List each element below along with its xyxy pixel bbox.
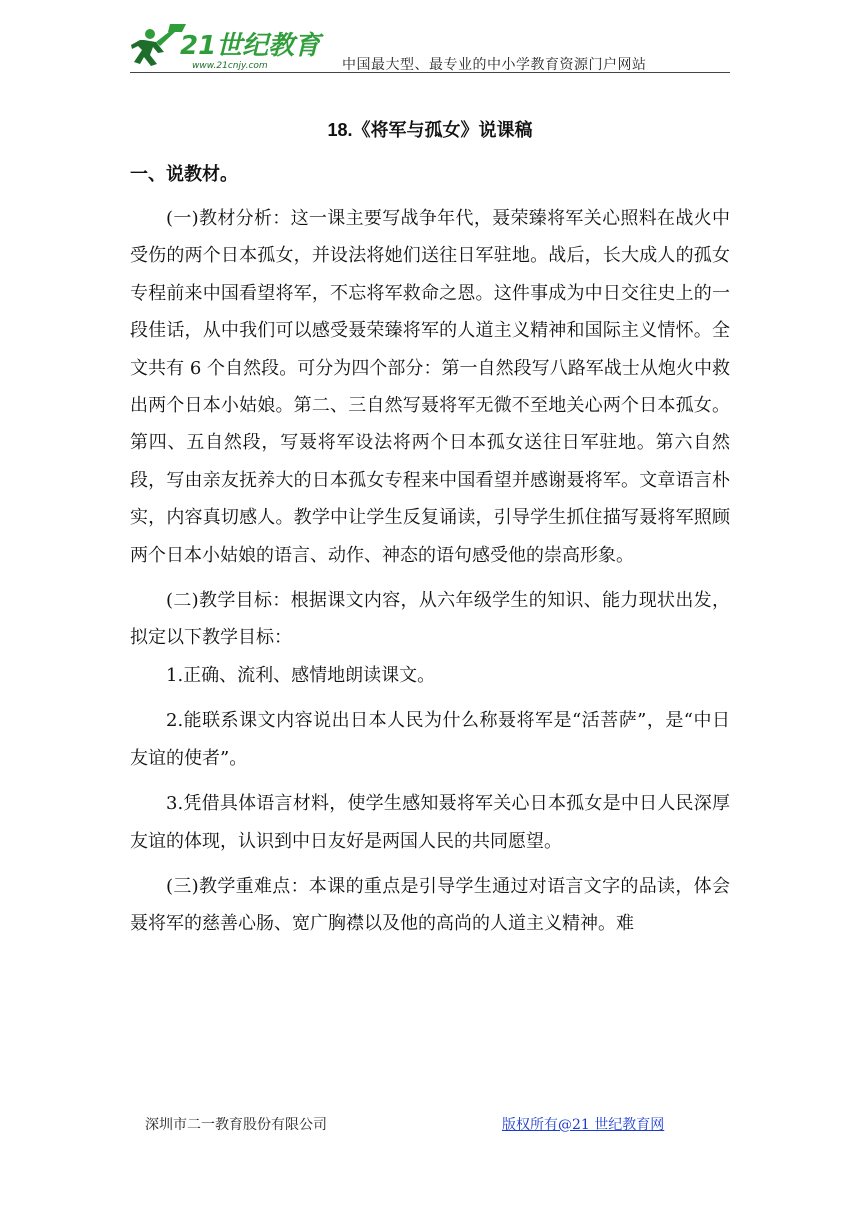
site-tagline: 中国最大型、最专业的中小学教育资源门户网站	[342, 57, 647, 73]
footer-company: 深圳市二一教育股份有限公司	[145, 1117, 327, 1133]
running-figure-logo-icon	[130, 22, 330, 72]
site-logo[interactable]	[130, 22, 330, 72]
paragraph-key-points: (三)教学重难点：本课的重点是引导学生通过对语言文字的品读，体会聂将军的慈善心肠、宽广胸襟以及他的高尚的人道主义精神。难	[130, 875, 730, 935]
page-header	[130, 22, 730, 74]
document-title: 18.《将军与孤女》说课稿	[327, 120, 533, 140]
objective-item-2: 2.能联系课文内容说出日本人民为什么称聂将军是“活菩萨”，是“中日友谊的使者”。	[130, 710, 730, 769]
paragraph-analysis: (一)教材分析：这一课主要写战争年代，聂荣臻将军关心照料在战火中受伤的两个日本孤女，并设法将她们送往日军驻地。战后，长大成人的孤女专程前来中国看望将军，不忘将军救命之恩。这件事成为中日交往史上的一段佳话，从中我们可以感受聂荣臻将军的人道主义精神和国际主义情怀。全文共有 6 个自然段。可分为四个部分：第一自然段写八路军战士从炮火中救出两个日本小姑娘。第二、三自然写聂将军无微不至地关心两个日本孤女。第四、五自然段，写聂将军设法将两个日本孤女送往日军驻地。第六自然段，写由亲友抚养大的日本孤女专程来中国看望并感谢聂将军。文章语言朴实，内容真切感人。教学中让学生反复诵读，引导学生抓住描写聂将军照顾两个日本小姑娘的语言、动作、神态的语句感受他的崇高形象。	[130, 208, 730, 566]
svg-text:21世纪教育: 21世纪教育	[180, 31, 321, 61]
objective-item-1: 1.正确、流利、感情地朗读课文。	[166, 664, 436, 686]
header-divider	[130, 72, 730, 73]
footer-copyright-link[interactable]: 版权所有@21 世纪教育网	[502, 1117, 665, 1133]
section-heading: 一、说教材。	[130, 164, 238, 185]
document-body	[130, 200, 730, 943]
paragraph-objectives: (二)教学目标：根据课文内容，从六年级学生的知识、能力现状出发，拟定以下教学目标：	[130, 590, 730, 649]
objective-item-3: 3.凭借具体语言材料，使学生感知聂将军关心日本孤女是中日人民深厚友谊的体现，认识到中日友好是两国人民的共同愿望。	[130, 793, 730, 852]
svg-text:www.21cnjy.com: www.21cnjy.com	[192, 61, 268, 71]
